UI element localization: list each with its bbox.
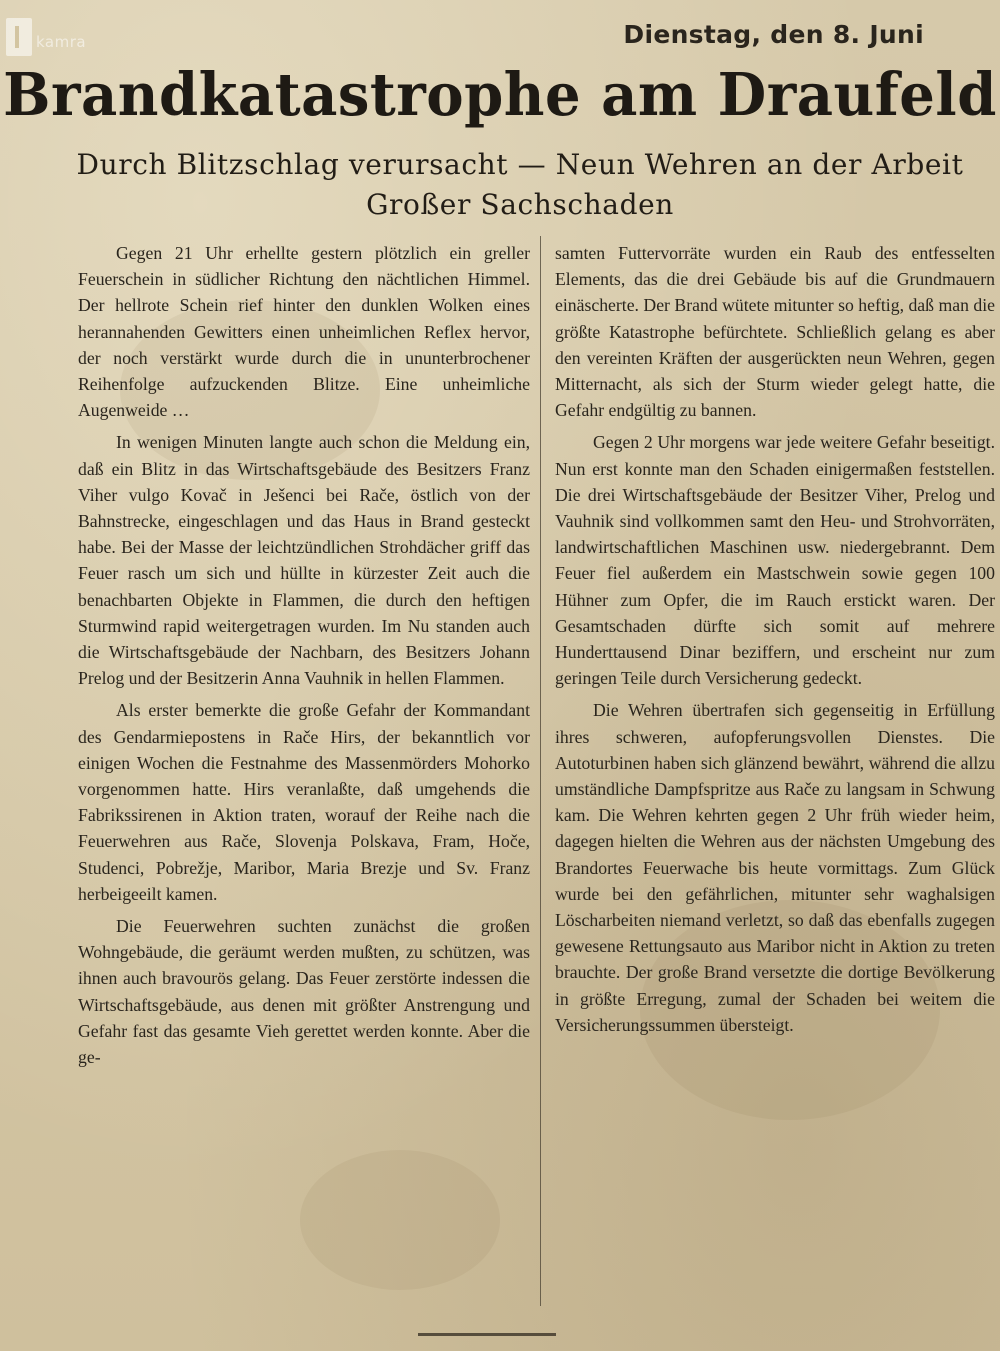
article-subheadline-2: Großer Sachschaden: [366, 188, 674, 221]
paragraph: Die Wehren übertrafen sich gegenseitig in Erfüllung ihres schweren, aufopferungsvollen Dienstes. Die Autoturbinen haben sich glänzend bewährt, während die allzu umständliche Dampfspritze aus Rače zu langsam in Schwung kam. Die Wehren kehrten gegen 2 Uhr früh wieder heim, dagegen hielten die Wehren aus der nächsten Umgebung des Brandortes Feuerwache bis heute vormittags. Zum Glück wurde bei den gefährlichen, mitunter sehr waghalsigen Löscharbeiten niemand verletzt, so daß das ebenfalls zugegen gewesene Rettungsauto aus Maribor nicht in Aktion zu treten brauchte. Der große Brand versetzte die dortige Bevölkerung in größte Erregung, zumal der Schaden bei weitem die Versicherungssummen übersteigt.: [555, 700, 995, 1035]
paper-stain: [300, 1150, 500, 1290]
article-subheadline-1: Durch Blitzschlag verursacht — Neun Wehren an der Arbeit: [76, 148, 964, 181]
watermark-label: kamra: [36, 33, 87, 51]
paragraph: In wenigen Minuten langte auch schon die Meldung ein, daß ein Blitz in das Wirtschaftsgebäude des Besitzers Franz Viher vulgo Kovač in Ješenci bei Rače, östlich von der Bahnstrecke, eingeschlagen und das Haus in Brand gesteckt habe. Bei der Masse der leichtzündlichen Strohdächer griff das Feuer rasch um sich und hüllte in kürzester Zeit auch die benachbarten Objekte in Flammen, die durch den heftigen Sturmwind rapid weitergetragen wurden. Im Nu standen auch die Wirtschaftsgebäude der Nachbarn, des Besitzers Johann Prelog und der Besitzerin Anna Vauhnik in hellen Flammen.: [78, 432, 530, 689]
article-column-right: [555, 240, 995, 1038]
paragraph: Gegen 2 Uhr morgens war jede weitere Gefahr beseitigt. Nun erst konnte man den Schaden einigermaßen feststellen. Die drei Wirtschaftsgebäude der Besitzer Viher, Prelog und Vauhnik sind vollkommen samt den Heu- und Strohvorräten, landwirtschaftlichen Maschinen usw. niedergebrannt. Dem Feuer fiel außerdem ein Mastschwein sowie gegen 100 Hühner zum Opfer, die im Rauch erstickt waren. Der Gesamtschaden dürfte sich somit auf mehrere Hunderttausend Dinar beziffern, und erscheint nur zum geringen Teile durch Versicherung gedeckt.: [555, 432, 995, 689]
archive-watermark: [6, 18, 86, 56]
paragraph: samten Futtervorräte wurden ein Raub des entfesselten Elements, das die drei Gebäude bis auf die Grundmauern einäscherte. Der Brand wütete mitunter so heftig, daß man die größte Katastrophe befürchtete. Schließlich gelang es aber den vereinten Kräften der ausgerückten neun Wehren, gegen Mitternacht, als sich der Sturm wieder gelegt hatte, die Gefahr endgültig zu bannen.: [555, 243, 995, 421]
issue-date: Dienstag, den 8. Juni: [623, 20, 924, 49]
archive-logo-icon: [6, 18, 32, 56]
article-headline: Brandkatastrophe am Draufeld: [3, 60, 997, 130]
article-end-rule: [418, 1333, 556, 1336]
paragraph: Die Feuerwehren suchten zunächst die großen Wohngebäude, die geräumt werden mußten, zu schützen, was ihnen auch bravourös gelang. Das Feuer zerstörte indessen die Wirtschaftsgebäude, aus denen mit größter Anstrengung und Gefahr fast das gesamte Vieh gerettet werden konnte. Aber die ge-: [78, 916, 530, 1068]
paragraph: Als erster bemerkte die große Gefahr der Kommandant des Gendarmiepostens in Rače Hirs, der bekanntlich vor einigen Wochen die Festnahme des Massenmörders Mohorko vorgenommen hatte. Hirs veranlaßte, daß umgehends die Fabrikssirenen in Aktion traten, worauf der Reihe nach die Feuerwehren aus Rače, Slovenja Polskava, Fram, Hoče, Studenci, Pobrežje, Maribor, Maria Brezje und Sv. Franz herbeigeeilt kamen.: [78, 700, 530, 904]
article-column-left: [78, 240, 530, 1070]
paragraph: Gegen 21 Uhr erhellte gestern plötzlich ein greller Feuerschein in südlicher Richtung den nächtlichen Himmel. Der hellrote Schein rief hinter den dunklen Wolken eines herannahenden Gewitters einen unheimlichen Reflex hervor, der noch verstärkt wurde durch die in ununterbrochener Reihenfolge aufzuckenden Blitze. Eine unheimliche Augenweide …: [78, 243, 530, 421]
column-divider: [540, 236, 541, 1306]
